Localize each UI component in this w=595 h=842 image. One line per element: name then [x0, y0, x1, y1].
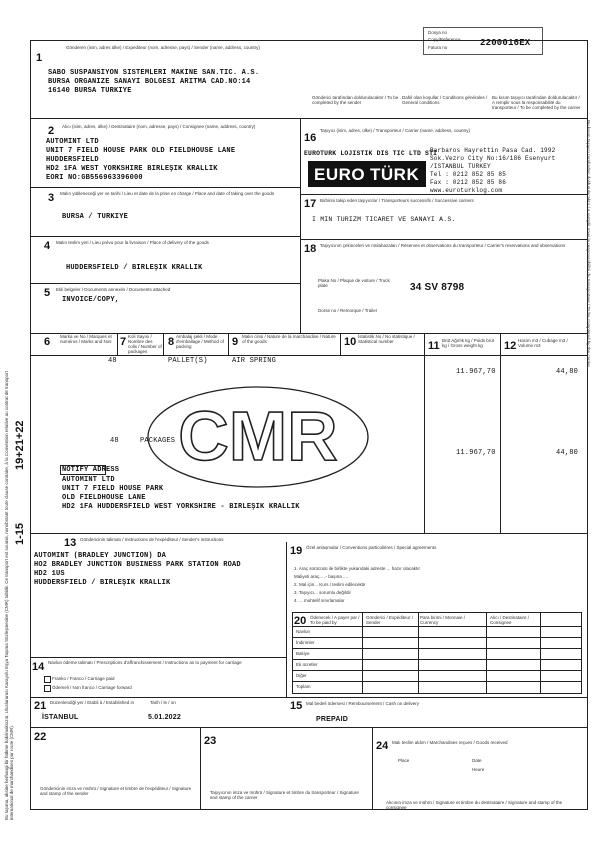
goods-vol-1: 44,80	[556, 368, 579, 376]
logo-text-a: EURO	[314, 165, 366, 184]
payment-col-consignee: Alıcı / Destinataire / Consignee	[490, 615, 530, 625]
carrier-address-line: Tel : 0212 852 85 85	[430, 171, 507, 178]
sender-line: BURSA ORGANIZE SANAYI BOLGESI ARITMA CAD.NO:14	[48, 78, 251, 86]
box-22-number: 22	[34, 731, 47, 743]
doc-label-1: Dosya no	[428, 30, 448, 35]
box-3-number: 3	[48, 192, 55, 204]
payment-row-label: Toplam	[296, 684, 311, 689]
instruction-line: HUDDERSFIELD / BIRLEŞIK KRALLIK	[34, 579, 171, 587]
payment-row-label: Navlun	[296, 629, 311, 634]
documents-attached: INVOICE/COPY,	[62, 296, 120, 304]
carrier-note: Bu kısım taşıyıcı tarafından doldurulacaktır / A remplir sous la responsabilité du transporteur / To be completed by the carrier	[492, 95, 581, 110]
agreement-item: 3. Taşıyıcı... sorumlu değildir	[294, 590, 351, 595]
carrier-caption: Taşıyıcı (isim, adres, ülke) / Transporteur / Carrier (name, address, country)	[320, 128, 471, 133]
box-20-number: 20	[294, 615, 307, 627]
cash-on-delivery: PREPAID	[316, 716, 348, 723]
box-19-caption: Özel anlaşmalar / Conventions particulières / Special agreements	[306, 545, 437, 550]
watermark-text: CMR	[178, 397, 338, 475]
carrier-address-line: /ISTANBUL TURKEY	[430, 163, 491, 170]
agreement-item: Maliyeti araç... ,- başına ....	[294, 574, 349, 579]
agreement-item: 1. Araç sürücüsü ile birlikte yukarıdaki adreste ... hazır olacaktır	[294, 566, 421, 571]
payment-row-label: Diğer	[296, 673, 307, 678]
box-13-caption: Göndericinin talimatı / Instructions de l'expéditeur / Sender's instructions	[80, 537, 224, 542]
box-13-number: 13	[64, 537, 77, 549]
notify-line: UNIT 7 FIELD HOUSE PARK	[62, 485, 164, 493]
sender-note: Gönderici tarafından doldurulacaktır / To be completed by the sender	[312, 95, 399, 105]
box-20-caption: Ödenecek / A payer par / To be paid by	[310, 615, 360, 625]
goods-pack-1: PALLET(S)	[168, 357, 208, 365]
consignee-line: EORI NO:GB556963396000	[46, 174, 143, 182]
agreement-item: 2. Mal için... Kurs / teslim edilecektir	[294, 582, 366, 587]
box-6-number: 6	[44, 336, 51, 348]
carriage-forward-label: Ödemeli / Non franco / Carriage forward	[52, 685, 132, 690]
trailer-caption: Dorse no / Remorque / Trailer	[318, 308, 378, 313]
goods-desc-1: AIR SPRING	[232, 357, 277, 365]
successive-carrier: I MIN TURIZM TICARET VE SANAYI A.S.	[312, 216, 456, 223]
goods-qty-2: 48	[110, 437, 119, 445]
truck-plate: 34 SV 8798	[410, 282, 465, 293]
box-8-number: 8	[168, 336, 175, 348]
side-carrier-text: Bu kısım taşıyıcı tarafından doldurulacaktır / A remplir sous la responsabilité du transporteur / To be completed by the carrier	[586, 120, 591, 368]
goods-vol-2: 44,80	[556, 449, 579, 457]
sender-caption: Gönderen (isim, adres ülke) / Expediteur (nom, adresse, pays) / Sender (name, address, country)	[66, 45, 260, 50]
box-5-number: 5	[44, 287, 51, 299]
carrier-name: EUROTURK LOJISTIK DIS TIC LTD STI	[304, 150, 438, 157]
box-24-time-label: Heure	[472, 767, 485, 772]
euroturk-logo	[308, 161, 426, 187]
col-6-caption: Marka ve No / Marques et numéros / Marks and Nos	[60, 334, 112, 344]
goods-gross-1: 11.967,70	[456, 368, 496, 376]
box-15-caption: Mal bedeli ödemesi / Remboursement / Cash on delivery	[306, 701, 420, 706]
document-number: 2200016EX	[480, 38, 531, 48]
box-24-date-label: Date	[472, 758, 482, 763]
sender-line: SABO SUSPANSIYON SISTEMLERI MAKINE SAN.TIC. A.S.	[48, 69, 260, 77]
col-9-caption: Malın cinsi / Nature de la marchandise / Nature of the goods	[242, 334, 336, 344]
box-24-number: 24	[376, 740, 389, 752]
box-17-number: 17	[304, 198, 317, 210]
carriage-paid-checkbox[interactable]	[44, 676, 51, 683]
payment-row-label: Bakiye	[296, 651, 310, 656]
consignee-line: HD2 1FA WEST YORKSHIRE BIRLEŞIK KRALLIK	[46, 165, 218, 173]
box-11-number: 11	[428, 340, 440, 352]
box-4-number: 4	[44, 240, 51, 252]
consignee-line: AUTOMINT LTD	[46, 138, 99, 146]
box-4-caption: Malın teslim yeri / Lieu prévu pour la livraison / Place of delivery of the goods	[56, 240, 209, 245]
consignee-line: HUDDERSFIELD	[46, 156, 99, 164]
col-10-caption: İstatistik No / No statistique / Statistical number	[358, 334, 415, 344]
side-box-numbers-b: 19+21+22	[14, 420, 26, 470]
box-9-number: 9	[232, 336, 239, 348]
logo-text-b: TÜRK	[370, 165, 420, 184]
side-legal-text: Bu taşıma, aksine herhangi bir hükme bakılmaksızın, Uluslararası Karayolu Eşya Taşıma Sözleşmesine (CMR) tabidir. Ce transport est soumis, nonobstant toute clause contraire, à la Convention relative au contrat de transport international de marchandises par route (CMR).	[4, 371, 14, 820]
box-1-number: 1	[36, 52, 43, 64]
box-21-caption-place: Düzenlendiği yer / Etabli à / Established in	[50, 700, 135, 705]
box-22-caption: Göndericinin imza ve mührü / Signature et timbre de l'expéditeur / Signature and stamp of the sender	[40, 786, 192, 796]
payment-col-currency: Para birimi / Monnaie / Currency	[420, 615, 466, 625]
box-18-caption: Taşıyıcının çekinceleri ve mülahazaları / Réserves et observations du transporteur / Carrier's reservations and observations	[320, 243, 566, 248]
box-10-number: 10	[344, 336, 357, 348]
notify-title: NOTIFY ADRESS	[62, 466, 120, 474]
payment-col-sender: Gönderici / Expéditeur / Sender	[366, 615, 414, 625]
box-21-number: 21	[34, 700, 47, 712]
col-7-caption: Koli Sayısı / Nombre des colis / Number of packages	[128, 334, 162, 354]
notify-line: OLD FIELDHOUSE LANE	[62, 494, 146, 502]
established-place: İSTANBUL	[42, 714, 79, 721]
notify-line: AUTOMINT LTD	[62, 476, 115, 484]
consignee-line: UNIT 7 FIELD HOUSE PARK OLD FIELDHOUSE LANE	[46, 147, 236, 155]
box-17-caption: Birbirini takip eden taşıyıcılar / Transporteurs successifs / Successive carriers	[320, 198, 474, 203]
side-box-numbers-a: 1-15	[14, 522, 26, 545]
carrier-address-line: www.euroturklog.com	[430, 187, 503, 194]
goods-qty-1: 48	[108, 357, 117, 365]
carriage-forward-checkbox[interactable]	[44, 685, 51, 692]
box-12-number: 12	[504, 340, 517, 352]
box-23-number: 23	[204, 735, 217, 747]
goods-gross-2: 11.967,70	[456, 449, 496, 457]
loading-place: BURSA / TURKIYE	[62, 213, 129, 221]
cmr-watermark	[143, 382, 373, 492]
carriage-paid-label: Franko / Franco / Carriage paid	[52, 676, 115, 681]
established-date: 5.01.2022	[148, 714, 181, 721]
plate-caption: Plaka No / Plaque de voiture / Truck plate	[318, 278, 390, 288]
instruction-line: AUTOMINT (BRADLEY JUNCTION) DA	[34, 552, 167, 560]
carrier-address-line: Barbaros Hayrettin Pasa Cad. 1992	[430, 147, 556, 154]
goods-pack-2: PACKAGES	[140, 437, 176, 445]
box-24-bottom-caption: Alıcının imza ve mührü / Signature et timbre du destinataire / Signature and stamp of the consignee	[386, 800, 563, 810]
box-24-place-label: Place	[398, 758, 410, 763]
sender-line: 16140 BURSA TURKIYE	[48, 87, 132, 95]
box-21-caption-date: Tarih / le / on	[150, 700, 176, 705]
agreement-item: 4. ... muhtelif sınırlamalar	[294, 598, 345, 603]
col-12-caption: Hacim m3 / Cubage m3 / Volume m3	[518, 338, 568, 348]
box-7-number: 7	[120, 336, 127, 348]
box-24-caption: Malı teslim aldım / Marchandises reçues / Goods received	[392, 740, 508, 745]
notify-line: HD2 1FA HUDDERSFIELD WEST YORKSHIRE - BIRLEŞIK KRALLIK	[62, 503, 300, 511]
delivery-place: HUDDERSFIELD / BIRLEŞIK KRALLIK	[66, 264, 203, 272]
box-14-number: 14	[32, 661, 45, 673]
carrier-address-line: Fax : 0212 852 85 86	[430, 179, 507, 186]
box-5-caption: Ekli belgeler / Documents annexés / Documents attached	[56, 287, 171, 292]
doc-label-2: Copy/Reference	[428, 37, 461, 42]
doc-label-3: Fatura no	[428, 45, 448, 50]
box-15-number: 15	[290, 700, 303, 712]
general-conditions-note: Dahil olan koşullar / Conditions générales / General conditions	[402, 95, 488, 105]
instruction-line: HO2 BRADLEY JUNCTION BUSINESS PARK STATION ROAD	[34, 561, 241, 569]
box-23-caption: Taşıyıcının imza ve mührü / Signature et timbre du transporteur / Signature and stamp of the carrier	[210, 790, 359, 800]
box-16-number: 16	[304, 132, 317, 144]
box-14-caption: Navlun ödeme talimatı / Prescriptions d'affranchissement / Instructions as to payment for carriage	[48, 660, 242, 665]
box-2-number: 2	[48, 125, 55, 137]
col-11-caption: Brüt Ağırlık kg / Poids brut kg / Gross weight kg	[442, 338, 495, 348]
box-18-number: 18	[304, 243, 317, 255]
box-19-number: 19	[290, 545, 303, 557]
box-3-caption: Malın yükleneceği yer ve tarihi / Lieu et date de la prise en charge / Place and date of taking over the goods	[60, 191, 275, 196]
instruction-line: HD2 1US	[34, 570, 65, 578]
carrier-address-line: Sok.Vezro City No:16/186 Esenyurt	[430, 155, 556, 162]
payment-row-label: İndirimler	[296, 640, 315, 645]
col-8-caption: Ambalaj şekli / Mode d'emballage / Method of packing	[176, 334, 224, 349]
consignee-caption: Alıcı (isim, adres, ülke) / Destinataire (nom, adresse, pays) / Consignee (name, address, country)	[62, 124, 256, 129]
payment-row-label: Ek ücretler	[296, 662, 318, 667]
